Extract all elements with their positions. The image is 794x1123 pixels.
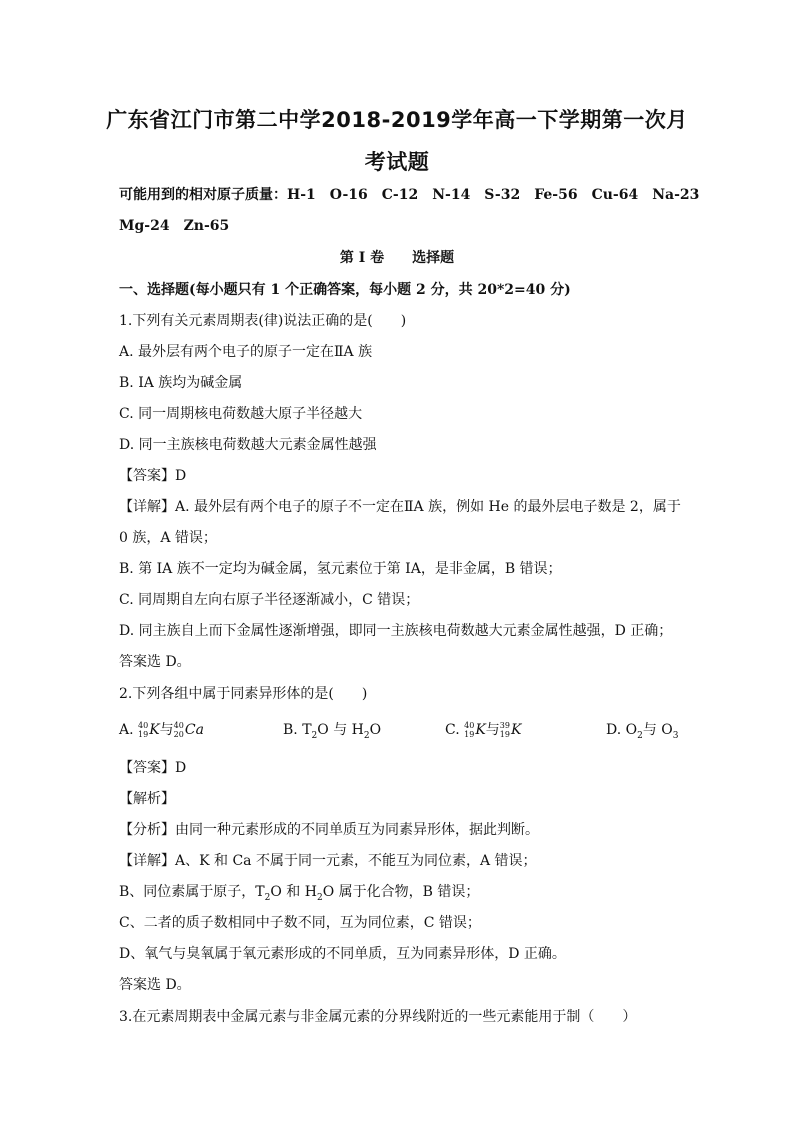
element-symbol: K: [510, 722, 522, 738]
mass-number: 40: [464, 721, 475, 730]
q1-answer: 【答案】D: [119, 468, 187, 484]
q2-analysis: 【分析】由同一种元素形成的不同单质互为同素异形体，据此判断。: [119, 822, 539, 838]
q1-option-b: B. IA 族均为碱金属: [119, 375, 243, 391]
q2-option-a: [119, 720, 204, 740]
q2-option-a-label: A.: [119, 722, 134, 738]
text: D. O: [606, 722, 638, 738]
k40-isotope-notation: [464, 721, 474, 739]
atomic-mass-line-1: 可能用到的相对原子质量：H-1 O-16 C-12 N-14 S-32 Fe-56 Cu-64 Na-23: [119, 187, 700, 203]
q2-analysis-label: 【解析】: [119, 791, 175, 807]
subscript: 2: [311, 730, 318, 741]
k-isotope-notation: [138, 721, 148, 739]
mass-number: 40: [173, 721, 184, 730]
connector: 与: [159, 722, 174, 738]
q1-detail-1: 【详解】A. 最外层有两个电子的原子不一定在ⅡA 族，例如 He 的最外层电子数是 2，属于: [119, 499, 681, 515]
q1-option-d: D. 同一主族核电荷数越大元素金属性越强: [119, 437, 377, 453]
text: O 属于化合物，B 错误；: [322, 884, 480, 900]
q2-option-c: [445, 720, 521, 740]
section-heading: 一、选择题(每小题只有 1 个正确答案，每小题 2 分，共 20*2=40 分): [119, 282, 571, 298]
element-symbol: K: [475, 722, 486, 738]
q2-answer: 【答案】D: [119, 760, 187, 776]
q2-detail-2: [119, 882, 704, 908]
atomic-number: 20: [173, 730, 184, 739]
atomic-mass-line-2: Mg-24 Zn-65: [119, 218, 230, 234]
subscript: 3: [672, 730, 679, 741]
subscript: 2: [637, 730, 643, 741]
q1-conclusion: 答案选 D。: [119, 654, 191, 670]
q2-detail-1: 【详解】A、K 和 Ca 不属于同一元素，不能互为同位素，A 错误；: [119, 853, 537, 869]
connector: 与: [485, 722, 500, 738]
atomic-number: 19: [138, 730, 149, 739]
text: O 与 H: [317, 722, 364, 738]
element-symbol: Ca: [184, 722, 204, 738]
text: O: [369, 722, 382, 738]
mass-number: 40: [138, 721, 149, 730]
volume-heading: 第 I 卷 选择题: [339, 250, 455, 266]
q2-option-d: [606, 720, 679, 746]
mass-number: 39: [499, 721, 510, 730]
atomic-number: 19: [464, 730, 475, 739]
document-title-line-1: 广东省江门市第二中学2018-2019学年高一下学期第一次月: [106, 108, 688, 132]
q2-conclusion: 答案选 D。: [119, 977, 191, 993]
subscript: 2: [363, 730, 370, 741]
subscript: 2: [264, 892, 271, 903]
q1-detail-4: C. 同周期自左向右原子半径逐渐减小，C 错误；: [119, 592, 420, 608]
q2-option-b: [283, 720, 381, 746]
element-symbol: K: [149, 722, 160, 738]
atomic-number: 19: [499, 730, 510, 739]
q2-stem: 2.下列各组中属于同素异形体的是( ): [119, 686, 368, 702]
q2-option-c-label: C.: [445, 722, 460, 738]
q1-option-c: C. 同一周期核电荷数越大原子半径越大: [119, 406, 363, 422]
q1-detail-3: B. 第 IA 族不一定均为碱金属，氢元素位于第 IA，是非金属，B 错误；: [119, 561, 562, 577]
k39-isotope-notation: [500, 721, 510, 739]
text: B. T: [283, 722, 312, 738]
q2-detail-4: D、氧气与臭氧属于氧元素形成的不同单质，互为同素异形体，D 正确。: [119, 946, 566, 962]
q2-detail-3: C、二者的质子数相同中子数不同，互为同位素，C 错误；: [119, 915, 481, 931]
document-title-line-2: 考试题: [364, 150, 430, 174]
text: B、同位素属于原子，T: [119, 884, 265, 900]
ca-isotope-notation: [174, 721, 184, 739]
text: O 和 H: [270, 884, 317, 900]
text: 与 O: [642, 722, 673, 738]
q1-detail-2: 0 族，A 错误；: [119, 530, 217, 546]
q1-option-a: A. 最外层有两个电子的原子一定在ⅡA 族: [119, 344, 373, 360]
q3-stem: 3.在元素周期表中金属元素与非金属元素的分界线附近的一些元素能用于制（ ）: [119, 1009, 637, 1025]
subscript: 2: [316, 892, 323, 903]
q1-detail-5: D. 同主族自上而下金属性逐渐增强，即同一主族核电荷数越大元素金属性越强，D 正确；: [119, 623, 673, 639]
q1-stem: 1.下列有关元素周期表(律)说法正确的是( ): [119, 313, 407, 329]
